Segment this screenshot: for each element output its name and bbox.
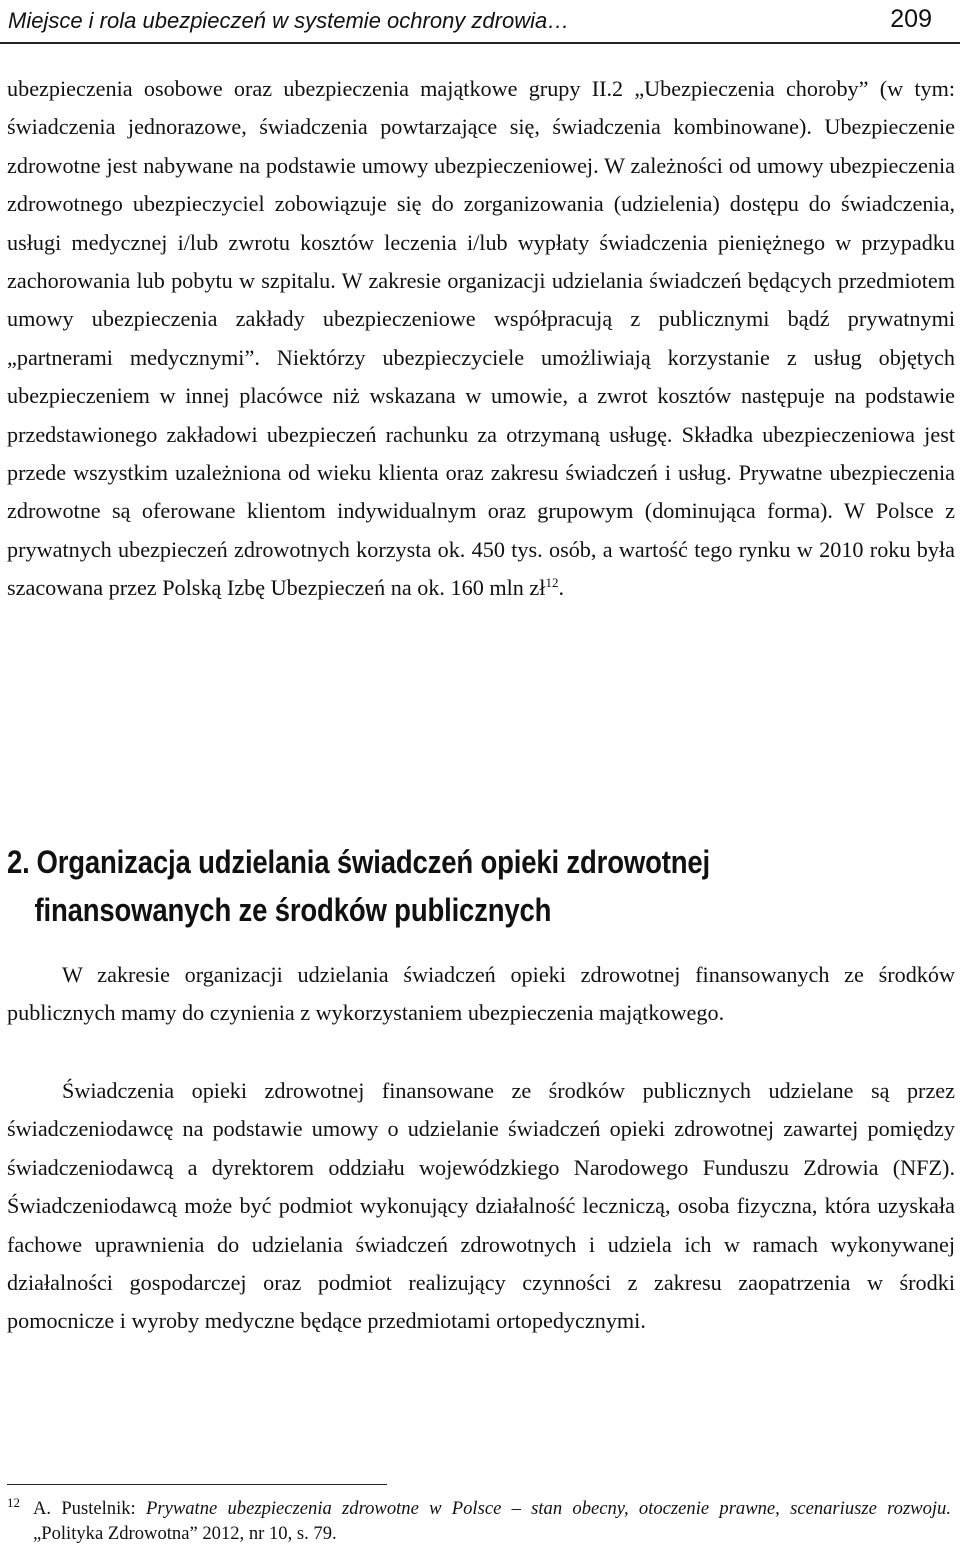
footnote-mark: 12 xyxy=(7,1495,20,1510)
section-heading xyxy=(7,838,815,934)
paragraph-insurance-text: ubezpieczenia osobowe oraz ubezpieczenia majątkowe grupy II.2 „Ubezpieczenia choroby” (w tym: świadczenia jednorazowe, świadczenia powtarzające się, świadczenia kombinowane). Ubezpieczenie zdrowotne jest nabywane na podstawie umowy ubezpieczeniowej. W zależności od umowy ubezpieczenia zdrowotnego ubezpieczyciel zobowiązuje się do zorganizowania (udzielenia) dostępu do świadczenia, usługi medycznej i/lub zwrotu kosztów leczenia i/lub wypłaty świadczenia pieniężnego w przypadku zachorowania lub pobytu w szpitalu. W zakresie organizacji udzielania świadczeń będących przedmiotem umowy ubezpieczenia zakłady ubezpieczeniowe współpracują z publicznymi bądź prywatnymi „partnerami medycznymi”. Niektórzy ubezpieczyciele umożliwiają korzystanie z usług objętych ubezpieczeniem w innej placówce niż wskazana w umowie, a zwrot kosztów następuje na podstawie przedstawionego zakładowi ubezpieczeń rachunku za otrzymaną usługę. Składka ubezpieczeniowa jest przede wszystkim uzależniona od wieku klienta oraz zakresu świadczeń i usług. Prywatne ubezpieczenia zdrowotne są oferowane klientom indywidualnym oraz grupowym (dominująca forma). W Polsce z prywatnych ubezpieczeń zdrowotnych korzysta ok. 450 tys. osób, a wartość tego rynku w 2010 roku była szacowana przez Polską Izbę Ubezpieczeń na ok. 160 mln zł xyxy=(7,76,955,601)
footnote xyxy=(7,1496,955,1546)
footnote-reference[interactable]: 12 xyxy=(545,575,559,591)
paragraph-nfz-contracts: Świadczenia opieki zdrowotnej finansowane ze środków publicznych udzielane są przez świadczeniodawcę na podstawie umowy o udzielanie świadczeń opieki zdrowotnej zawartej pomiędzy świadczeniodawcą a dyrektorem oddziału wojewódzkiego Narodowego Funduszu Zdrowia (NFZ). Świadczeniodawcą może być podmiot wykonujący działalność leczniczą, osoba fizyczna, która uzyskała fachowe uprawnienia do udzielania świadczeń zdrowotnych i udziela ich w ramach wykonywanej działalności gospodarczej oraz podmiot realizujący czynności z zakresu zaopatrzenia w środki pomocnicze i wyroby medyczne będące przedmiotami ortopedycznymi. xyxy=(7,1078,955,1334)
header-rule xyxy=(0,42,960,44)
footnote-rule xyxy=(7,1484,387,1485)
section-title-line2: finansowanych ze środków publicznych xyxy=(34,892,552,928)
footnote-title: Prywatne ubezpieczenia zdrowotne w Polsce – stan obecny, otoczenie prawne, scenariusze rozwoju. xyxy=(145,1498,951,1519)
running-title: Miejsce i rola ubezpieczeń w systemie ochrony zdrowia… xyxy=(8,8,570,33)
running-header xyxy=(8,0,952,40)
footnote-body xyxy=(33,1496,955,1546)
footnote-source: „Polityka Zdrowotna” 2012, nr 10, s. 79. xyxy=(33,1523,337,1544)
paragraph-insurance xyxy=(7,70,955,608)
footnote-author: A. Pustelnik: xyxy=(33,1498,146,1519)
section-number: 2. xyxy=(7,844,30,880)
paragraph-public-funding: W zakresie organizacji udzielania świadczeń opieki zdrowotnej finansowanych ze środków publicznych mamy do czynienia z wykorzystaniem ubezpieczenia majątkowego. xyxy=(7,962,955,1026)
page-number: 209 xyxy=(890,5,932,33)
paragraph-insurance-end: . xyxy=(558,575,564,601)
section-title-line1: Organizacja udzielania świadczeń opieki zdrowotnej xyxy=(36,844,710,880)
